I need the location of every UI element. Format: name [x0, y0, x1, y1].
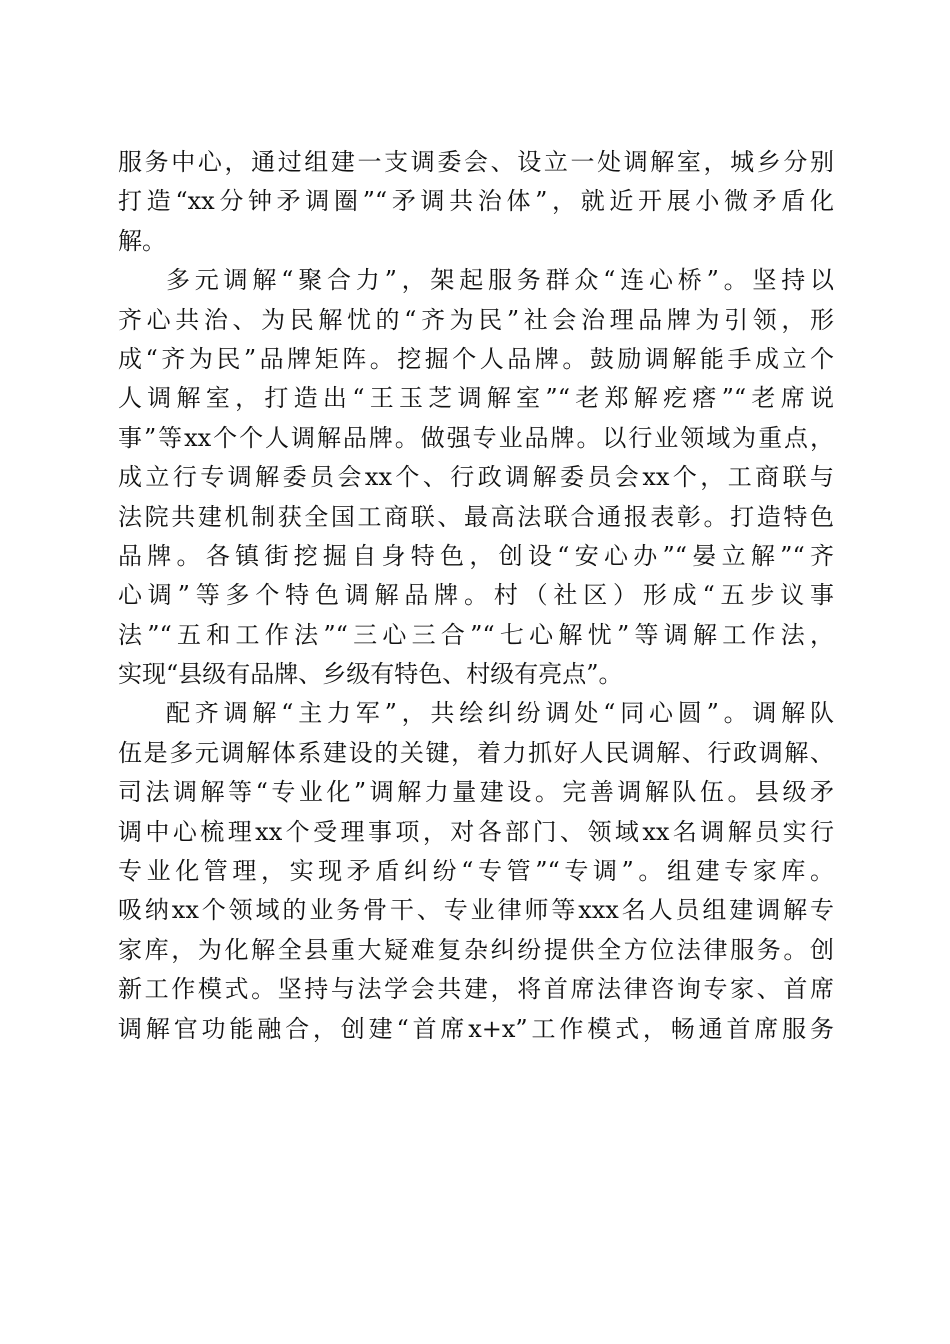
- text-line: 打造“xx分钟矛调圈”“矛调共治体”，就近开展小微矛盾化: [118, 187, 834, 216]
- text-line: 专业化管理，实现矛盾纠纷“专管”“专调”。组建专家库。: [118, 857, 834, 886]
- text-line: 事”等xx个个人调解品牌。做强专业品牌。以行业领域为重点，: [118, 423, 834, 452]
- text-line: 成“齐为民”品牌矩阵。挖掘个人品牌。鼓励调解能手成立个: [118, 344, 834, 373]
- paragraph-start-line: 配齐调解“主力军”，共绘纠纷调处“同心圆”。调解队: [166, 699, 834, 728]
- text-line: 齐心共治、为民解忧的“齐为民”社会治理品牌为引领，形: [118, 305, 834, 334]
- text-line: 实现“县级有品牌、乡级有特色、村级有亮点”。: [118, 660, 623, 689]
- text-line: 吸纳xx个领域的业务骨干、专业律师等xxx名人员组建调解专: [118, 896, 834, 925]
- body-text: [118, 143, 834, 1049]
- text-line: 调解官功能融合，创建“首席x+x”工作模式，畅通首席服务: [118, 1014, 834, 1043]
- text-line: 人调解室，打造出“王玉芝调解室”“老郑解疙瘩”“老席说: [118, 384, 834, 413]
- text-line: 新工作模式。坚持与法学会共建，将首席法律咨询专家、首席: [118, 975, 834, 1004]
- text-line: 司法调解等“专业化”调解力量建设。完善调解队伍。县级矛: [118, 778, 834, 807]
- text-line: 成立行专调解委员会xx个、行政调解委员会xx个，工商联与: [118, 463, 834, 492]
- text-line: 法”“五和工作法”“三心三合”“七心解忧”等调解工作法，: [118, 620, 834, 649]
- text-line: 家库，为化解全县重大疑难复杂纠纷提供全方位法律服务。创: [118, 935, 834, 964]
- text-line: 伍是多元调解体系建设的关键，着力抓好人民调解、行政调解、: [118, 738, 834, 767]
- text-line: 品牌。各镇街挖掘自身特色，创设“安心办”“晏立解”“齐: [118, 541, 834, 570]
- text-line: 心调”等多个特色调解品牌。村（社区）形成“五步议事: [118, 581, 834, 610]
- text-line: 服务中心，通过组建一支调委会、设立一处调解室，城乡分别: [118, 148, 834, 176]
- paragraph-start-line: 多元调解“聚合力”，架起服务群众“连心桥”。坚持以: [166, 266, 834, 295]
- text-line: 法院共建机制获全国工商联、最高法联合通报表彰。打造特色: [118, 502, 834, 531]
- text-line: 解。: [118, 226, 166, 255]
- text-line: 调中心梳理xx个受理事项，对各部门、领域xx名调解员实行: [118, 817, 834, 846]
